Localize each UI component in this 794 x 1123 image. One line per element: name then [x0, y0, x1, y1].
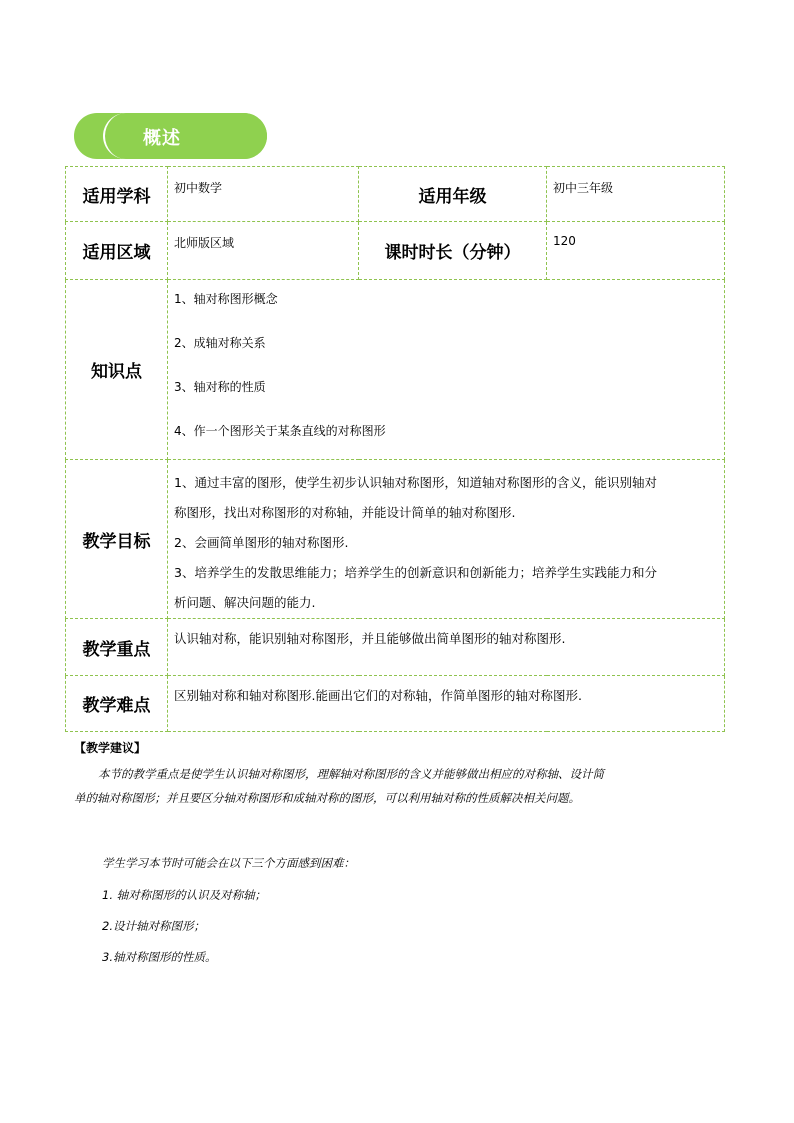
advice-line-2: 单的轴对称图形；并且要区分轴对称图形和成轴对称的图形，可以利用轴对称的性质解决相关问题。 — [74, 791, 580, 805]
region-label: 适用区域 — [66, 222, 168, 280]
table-row — [66, 460, 725, 619]
list-item: 析问题、解决问题的能力. — [174, 595, 316, 610]
table-row — [66, 619, 725, 676]
section-title: 概述 — [143, 128, 181, 149]
difficulty-intro: 学生学习本节时可能会在以下三个方面感到困难： — [102, 856, 355, 870]
subject-label: 适用学科 — [66, 167, 168, 222]
list-item: 1、轴对称图形概念 — [174, 292, 278, 306]
duration-value: 120 — [547, 222, 725, 280]
list-item: 2.设计轴对称图形； — [102, 919, 205, 933]
goals-cell — [168, 460, 725, 619]
list-item: 3、培养学生的发散思维能力；培养学生的创新意识和创新能力；培养学生实践能力和分 — [174, 565, 657, 580]
table-row — [66, 222, 725, 280]
advice-title: 【教学建议】 — [74, 741, 147, 755]
grade-label: 适用年级 — [359, 167, 547, 222]
subject-value: 初中数学 — [168, 167, 359, 222]
list-item: 4、作一个图形关于某条直线的对称图形 — [174, 424, 386, 438]
table-row — [66, 280, 725, 460]
list-item: 1、通过丰富的图形，使学生初步认识轴对称图形，知道轴对称图形的含义，能识别轴对 — [174, 475, 657, 490]
region-value: 北师版区域 — [168, 222, 359, 280]
list-item: 称图形，找出对称图形的对称轴，并能设计简单的轴对称图形. — [174, 505, 516, 520]
difficulty-value: 区别轴对称和轴对称图形.能画出它们的对称轴，作简单图形的轴对称图形. — [168, 676, 725, 732]
table-row — [66, 167, 725, 222]
knowledge-label: 知识点 — [66, 280, 168, 460]
overview-table — [65, 166, 725, 732]
list-item: 3、轴对称的性质 — [174, 380, 266, 394]
key-value: 认识轴对称，能识别轴对称图形，并且能够做出简单图形的轴对称图形. — [168, 619, 725, 676]
header-pill-front — [103, 113, 267, 159]
difficulty-label: 教学难点 — [66, 676, 168, 732]
table-row — [66, 676, 725, 732]
knowledge-cell — [168, 280, 725, 460]
duration-label: 课时时长（分钟） — [359, 222, 547, 280]
advice-line-1: 本节的教学重点是使学生认识轴对称图形，理解轴对称图形的含义并能够做出相应的对称轴、设计简 — [98, 767, 604, 781]
list-item: 3.轴对称图形的性质。 — [102, 950, 217, 964]
list-item: 2、成轴对称关系 — [174, 336, 266, 350]
list-item: 2、会画简单图形的轴对称图形. — [174, 535, 349, 550]
key-label: 教学重点 — [66, 619, 168, 676]
goals-label: 教学目标 — [66, 460, 168, 619]
grade-value: 初中三年级 — [547, 167, 725, 222]
list-item: 1. 轴对称图形的认识及对称轴； — [102, 888, 267, 902]
